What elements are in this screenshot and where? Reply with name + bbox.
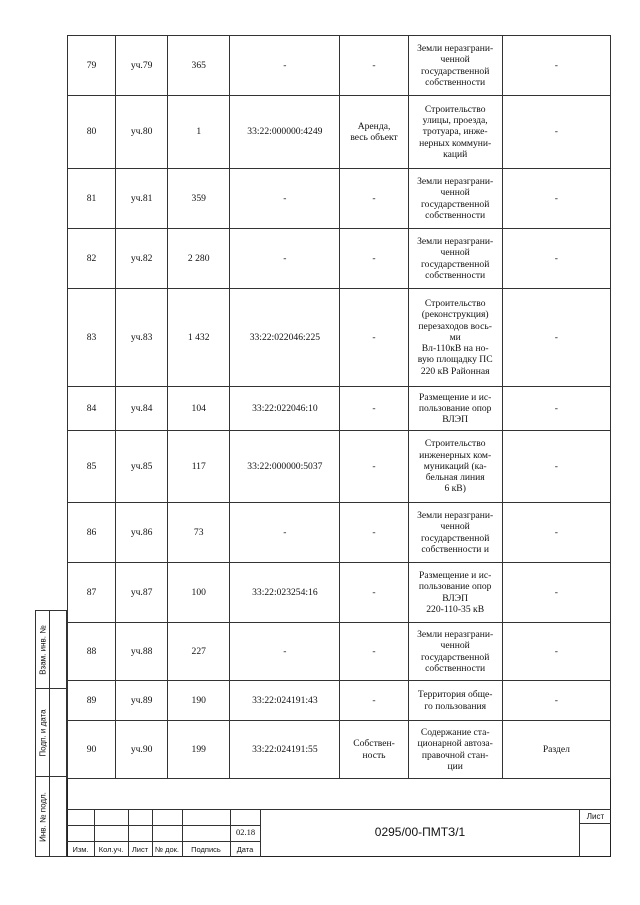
row-number: 87 xyxy=(68,563,116,623)
row-number: 84 xyxy=(68,387,116,431)
plot-id: уч.83 xyxy=(116,289,168,387)
extra-value: - xyxy=(502,503,610,563)
area-value: 73 xyxy=(168,503,230,563)
stamp-inv xyxy=(35,776,67,857)
extra-value: - xyxy=(502,96,610,169)
table-row xyxy=(68,36,611,96)
extra-value: - xyxy=(502,563,610,623)
right-type: - xyxy=(340,36,408,96)
table-row xyxy=(68,289,611,387)
plot-id: уч.84 xyxy=(116,387,168,431)
extra-value: Раздел xyxy=(502,721,610,779)
extra-value: - xyxy=(502,623,610,681)
cadastral-number: 33:22:024191:55 xyxy=(230,721,340,779)
table-row xyxy=(68,563,611,623)
row-number: 79 xyxy=(68,36,116,96)
plot-id: уч.85 xyxy=(116,431,168,503)
purpose-text: Земли неразграни- ченной государственной собственности xyxy=(408,623,502,681)
right-type: - xyxy=(340,387,408,431)
table-row xyxy=(68,503,611,563)
cadastral-number: - xyxy=(230,36,340,96)
purpose-text: Строительство инженерных ком- муникаций (ка- бельная линия 6 кВ) xyxy=(408,431,502,503)
area-value: 100 xyxy=(168,563,230,623)
cadastral-number: - xyxy=(230,623,340,681)
plot-id: уч.82 xyxy=(116,229,168,289)
table-row xyxy=(68,96,611,169)
right-type: - xyxy=(340,623,408,681)
extra-value: - xyxy=(502,229,610,289)
table-row xyxy=(68,623,611,681)
cadastral-number: - xyxy=(230,229,340,289)
extra-value: - xyxy=(502,36,610,96)
doc-code: 0295/00-ПМТЗ/1 xyxy=(374,825,466,839)
purpose-text: Размещение и ис- пользование опор ВЛЭП xyxy=(408,387,502,431)
plot-id: уч.80 xyxy=(116,96,168,169)
cadastral-number: 33:22:022046:225 xyxy=(230,289,340,387)
area-value: 1 432 xyxy=(168,289,230,387)
area-value: 359 xyxy=(168,169,230,229)
cadastral-number: 33:22:000000:4249 xyxy=(230,96,340,169)
extra-value: - xyxy=(502,289,610,387)
plot-id: уч.79 xyxy=(116,36,168,96)
table-row xyxy=(68,721,611,779)
right-type: - xyxy=(340,503,408,563)
plot-id: уч.87 xyxy=(116,563,168,623)
purpose-text: Строительство улицы, проезда, тротуара, инже- нерных коммуни- каций xyxy=(408,96,502,169)
row-number: 83 xyxy=(68,289,116,387)
land-plots-table xyxy=(67,35,611,779)
stamp-podp xyxy=(35,688,67,776)
col-kol-uch: Кол.уч. xyxy=(98,845,124,854)
purpose-text: Территория обще- го пользования xyxy=(408,681,502,721)
row-number: 86 xyxy=(68,503,116,563)
col-data: Дата xyxy=(236,845,254,854)
right-type: - xyxy=(340,169,408,229)
col-list: Лист xyxy=(131,845,149,854)
sheet-label: Лист xyxy=(586,812,605,821)
row-number: 89 xyxy=(68,681,116,721)
purpose-text: Земли неразграни- ченной государственной собственности xyxy=(408,229,502,289)
cadastral-number: 33:22:022046:10 xyxy=(230,387,340,431)
purpose-text: Земли неразграни- ченной государственной собственности и xyxy=(408,503,502,563)
extra-value: - xyxy=(502,169,610,229)
row-number: 90 xyxy=(68,721,116,779)
row-number: 81 xyxy=(68,169,116,229)
cadastral-number: - xyxy=(230,503,340,563)
area-value: 2 280 xyxy=(168,229,230,289)
right-type: Аренда, весь объект xyxy=(340,96,408,169)
area-value: 199 xyxy=(168,721,230,779)
purpose-text: Содержание ста- ционарной автоза- правочной стан- ции xyxy=(408,721,502,779)
right-type: - xyxy=(340,681,408,721)
area-value: 190 xyxy=(168,681,230,721)
col-doc: № док. xyxy=(154,845,180,854)
plot-id: уч.86 xyxy=(116,503,168,563)
col-izm: Изм. xyxy=(72,845,89,854)
table-row xyxy=(68,387,611,431)
stamp-vzam-label: Взам. инв. № xyxy=(38,624,47,675)
area-value: 365 xyxy=(168,36,230,96)
right-type: - xyxy=(340,229,408,289)
cadastral-number: 33:22:024191:43 xyxy=(230,681,340,721)
right-type: Собствен- ность xyxy=(340,721,408,779)
extra-value: - xyxy=(502,387,610,431)
area-value: 227 xyxy=(168,623,230,681)
cadastral-number: 33:22:000000:5037 xyxy=(230,431,340,503)
col-podpis: Подпись xyxy=(191,845,221,854)
purpose-text: Строительство (реконструкция) перезаходов вось- ми Вл-110кВ на но- вую площадку ПС 220 кВ Районная xyxy=(408,289,502,387)
area-value: 1 xyxy=(168,96,230,169)
right-type: - xyxy=(340,563,408,623)
stamp-podp-label: Подп. и дата xyxy=(38,708,47,757)
cadastral-number: - xyxy=(230,169,340,229)
stamp-inv-label: Инв. № подл. xyxy=(38,791,47,842)
side-stamp xyxy=(35,610,67,857)
table-row xyxy=(68,681,611,721)
plot-id: уч.89 xyxy=(116,681,168,721)
plot-id: уч.90 xyxy=(116,721,168,779)
right-type: - xyxy=(340,431,408,503)
row-number: 82 xyxy=(68,229,116,289)
table-row xyxy=(68,229,611,289)
right-type: - xyxy=(340,289,408,387)
extra-value: - xyxy=(502,431,610,503)
row-number: 80 xyxy=(68,96,116,169)
plot-id: уч.81 xyxy=(116,169,168,229)
title-block xyxy=(67,809,611,857)
purpose-text: Земли неразграни- ченной государственной собственности xyxy=(408,36,502,96)
row-number: 88 xyxy=(68,623,116,681)
cadastral-number: 33:22:023254:16 xyxy=(230,563,340,623)
extra-value: - xyxy=(502,681,610,721)
table-row xyxy=(68,169,611,229)
purpose-text: Размещение и ис- пользование опор ВЛЭП 220-110-35 кВ xyxy=(408,563,502,623)
stamp-vzam xyxy=(35,610,67,688)
purpose-text: Земли неразграни- ченной государственной собственности xyxy=(408,169,502,229)
row-number: 85 xyxy=(68,431,116,503)
table-row xyxy=(68,431,611,503)
date-value: 02.18 xyxy=(235,827,256,837)
area-value: 117 xyxy=(168,431,230,503)
plot-id: уч.88 xyxy=(116,623,168,681)
area-value: 104 xyxy=(168,387,230,431)
